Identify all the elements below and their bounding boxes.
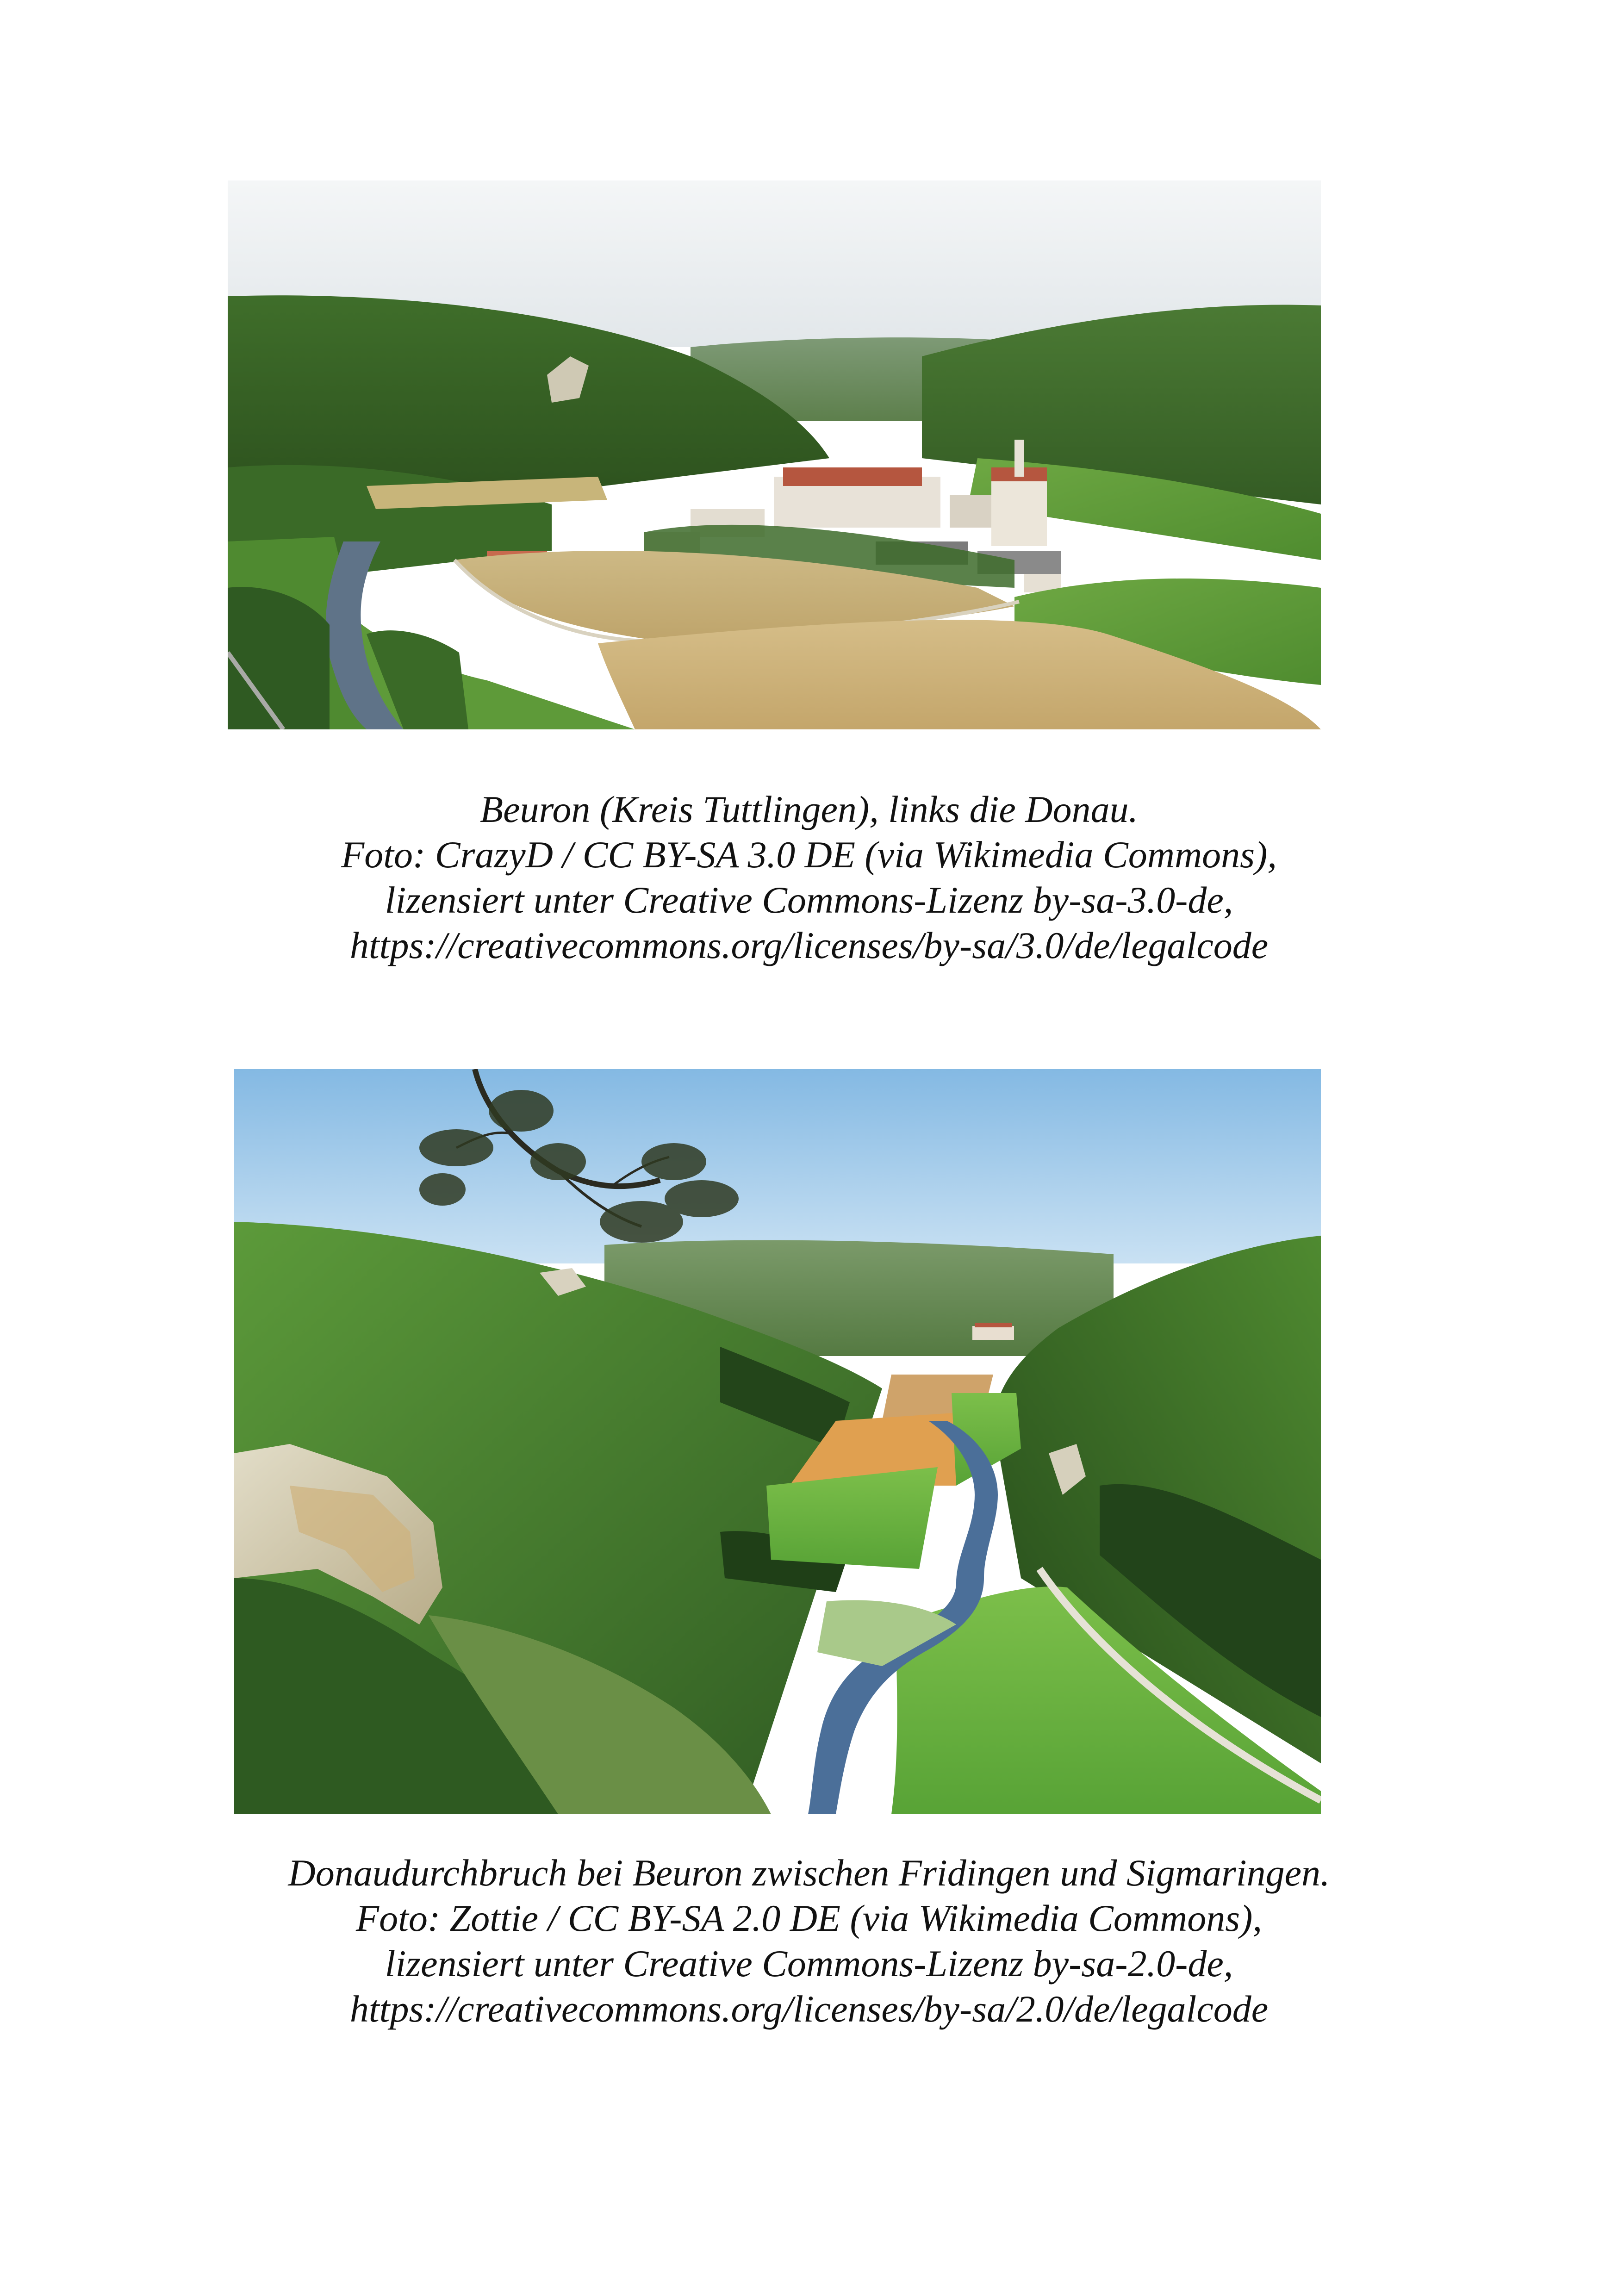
caption-line: Foto: CrazyD / CC BY-SA 3.0 DE (via Wikimedia Commons), xyxy=(341,834,1277,876)
photo-danube-breakthrough-image xyxy=(234,1069,1321,1814)
caption-danube-breakthrough xyxy=(139,1850,1479,2032)
caption-line: Donaudurchbruch bei Beuron zwischen Fridingen und Sigmaringen. xyxy=(288,1852,1330,1894)
caption-line: Beuron (Kreis Tuttlingen), links die Donau. xyxy=(480,788,1138,830)
photo-beuron-village-image xyxy=(228,180,1321,729)
photo-beuron-village xyxy=(228,180,1321,729)
photo-danube-breakthrough xyxy=(234,1069,1321,1814)
caption-line: https://creativecommons.org/licenses/by-sa/3.0/de/legalcode xyxy=(349,924,1269,966)
caption-beuron-village xyxy=(139,787,1479,968)
caption-line: lizensiert unter Creative Commons-Lizenz by-sa-2.0-de, xyxy=(385,1942,1233,1985)
caption-line: Foto: Zottie / CC BY-SA 2.0 DE (via Wikimedia Commons), xyxy=(356,1897,1262,1939)
caption-line: lizensiert unter Creative Commons-Lizenz by-sa-3.0-de, xyxy=(385,879,1233,921)
caption-line: https://creativecommons.org/licenses/by-sa/2.0/de/legalcode xyxy=(349,1988,1269,2030)
